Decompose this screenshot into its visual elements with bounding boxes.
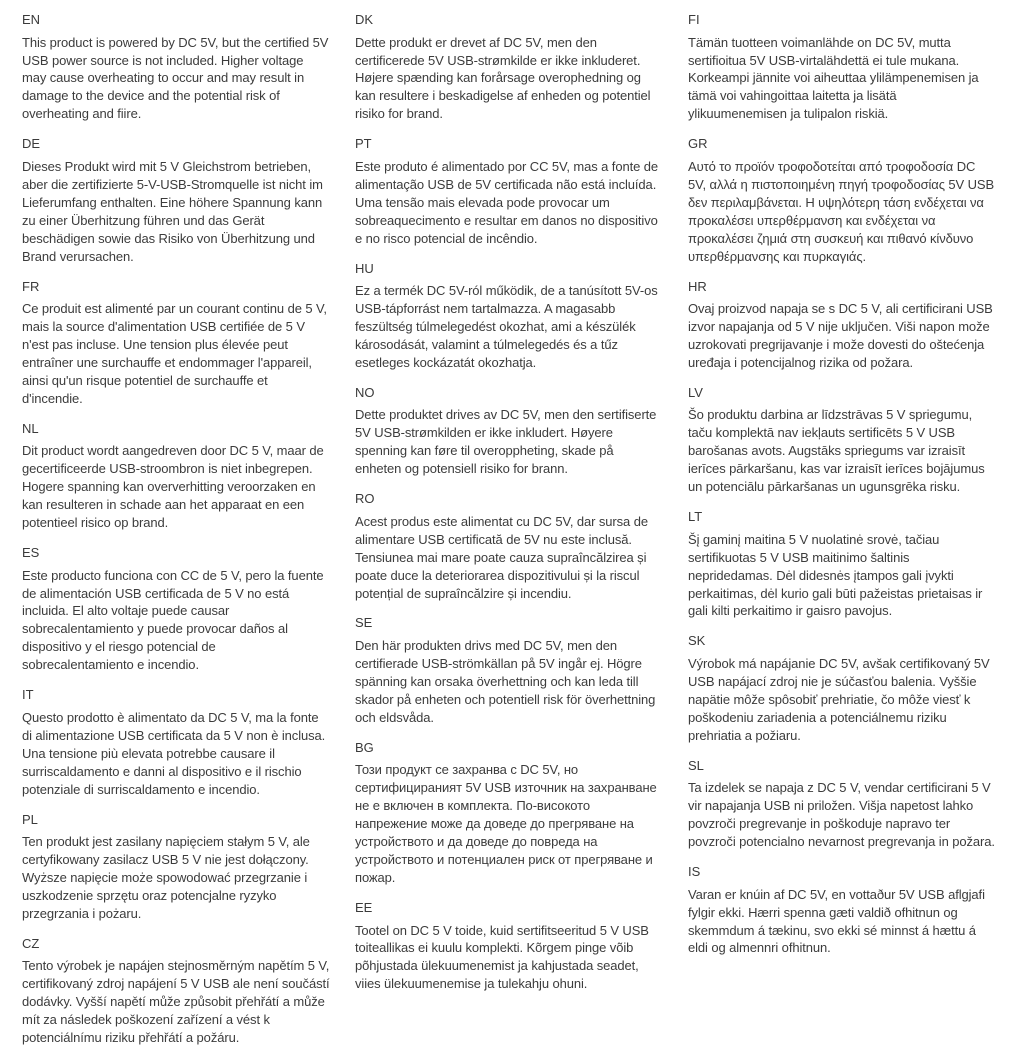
language-text-fr: Ce produit est alimenté par un courant continu de 5 V, mais la source d'alimentation USB certifiée de 5 V n'est pas incluse. Une tension plus élevée peut entraîner une surchauffe et endommager l'appareil, ainsi qu'un risque potentiel de surchauffe et d'incendie. xyxy=(22,301,327,406)
lang-section-gr xyxy=(688,136,996,265)
lang-section-fr xyxy=(22,279,330,408)
language-text-dk: Dette produkt er drevet af DC 5V, men den certificerede 5V USB-strømkilde er ikke inkluderet. Højere spænding kan forårsage overophedning og kan resultere i beskadigelse af enheden og potentiel risiko for brand. xyxy=(355,34,651,122)
language-code-pt: PT xyxy=(355,136,372,152)
language-text-bg: Този продукт се захранва с DC 5V, но сертифицираният 5V USB източник на захранване не е включен в комплекта. По-високото напрежение може да доведе до прегряване на устройството и да доведе до повреда на устройството и потенциален риск от прегряване и пожар. xyxy=(355,762,657,885)
language-text-se: Den här produkten drivs med DC 5V, men den certifierade USB-strömkällan på 5V ingår ej. Högre spänning kan orsaka överhettning och kan leda till skador på enheten och potentiell risk för överhettning och eldsvåda. xyxy=(355,638,656,725)
lang-section-sk xyxy=(688,633,996,744)
lang-section-nl xyxy=(22,421,330,532)
language-code-it: IT xyxy=(22,687,34,703)
column-1 xyxy=(22,12,330,1060)
language-code-ee: EE xyxy=(355,899,373,915)
language-text-gr: Αυτό το προϊόν τροφοδοτείται από τροφοδοσία DC 5V, αλλά η πιστοποιημένη πηγή τροφοδοσίας 5V USB δεν περιλαμβάνεται. Η υψηλότερη τάση ενδέχεται να προκαλέσει υπερθέρμανση και ενδέχεται να προκαλέσει ζημιά στη συσκευή και πιθανό κίνδυνο υπερθέρμανσης και πυρκαγιάς. xyxy=(688,158,995,264)
language-text-nl: Dit product wordt aangedreven door DC 5 V, maar de gecertificeerde USB-stroombron is niet inbegrepen. Hogere spanning kan oververhitting veroorzaken en kan resulteren in schade aan het apparaat en een potentieel risico op brand. xyxy=(22,443,324,531)
lang-section-cz xyxy=(22,936,330,1047)
language-code-is: IS xyxy=(688,864,701,880)
lang-section-en xyxy=(22,12,330,123)
language-text-pt: Este produto é alimentado por CC 5V, mas a fonte de alimentação USB de 5V certificada não está incluída. Uma tensão mais elevada pode provocar um sobreaquecimento e resultar em danos no dispositivo e no risco potencial de incêndio. xyxy=(355,158,658,246)
language-text-pl: Ten produkt jest zasilany napięciem stałym 5 V, ale certyfikowany zasilacz USB 5 V nie jest dołączony. Wyższe napięcie może spowodować przegrzanie i uszkodzenie sprzętu oraz potencjalne ryzyko przegrzania i pożaru. xyxy=(22,834,310,921)
language-code-en: EN xyxy=(22,12,41,27)
language-code-no: NO xyxy=(355,384,375,400)
language-text-lt: Šį gaminį maitina 5 V nuolatinė srovė, tačiau sertifikuotas 5 V USB maitinimo šaltinis nepridedamas. Dėl didesnės įtampos gali įvykti perkaitimas, dėl kurio gali būti pažeistas prietaisas ir gali kilti perkaitimo ir gaisro pavojus. xyxy=(688,531,983,619)
language-text-de: Dieses Produkt wird mit 5 V Gleichstrom betrieben, aber die zertifizierte 5-V-USB-Stromquelle ist nicht im Lieferumfang enthalten. Eine höhere Spannung kann zu einer Überhitzung führen und das Gerät beschädigen sowie das Risiko von Überhitzung und Brand verursachen. xyxy=(22,158,323,264)
lang-section-is xyxy=(688,864,996,957)
column-2 xyxy=(355,12,663,1006)
language-code-de: DE xyxy=(22,136,41,152)
language-text-lv: Šo produktu darbina ar līdzstrāvas 5 V spriegumu, taču komplektā nav iekļauts sertificēts 5 V USB barošanas avots. Augstāks spriegums var izraisīt ierīces pārkaršanu, kas var izraisīt ierīces bojājumus un potenciālu pārkaršanas un ugunsgrēka risku. xyxy=(688,407,985,495)
lang-section-pl xyxy=(22,812,330,923)
lang-section-se xyxy=(355,615,663,726)
language-text-fi: Tämän tuotteen voimanlähde on DC 5V, mutta sertifioitua 5V USB-virtalähdettä ei tule mukana. Korkeampi jännite voi aiheuttaa ylilämpenemisen ja tämä voi vahingoittaa laitetta ja lisätä ylikuumenemisen ja tulipalon riskiä. xyxy=(688,34,979,122)
language-code-lt: LT xyxy=(688,509,703,525)
language-code-es: ES xyxy=(22,545,40,560)
language-code-lv: LV xyxy=(688,384,703,400)
language-text-sk: Výrobok má napájanie DC 5V, avšak certifikovaný 5V USB napájací zdroj nie je súčasťou balenia. Vyššie napätie môže spôsobiť prehriatie, čo môže viesť k poškodeniu zariadenia a potenciálnemu riziku prehriatia a požiaru. xyxy=(688,656,990,743)
lang-section-ro xyxy=(355,491,663,602)
lang-section-no xyxy=(355,385,663,478)
language-text-cz: Tento výrobek je napájen stejnosměrným napětím 5 V, certifikovaný zdroj napájení 5 V USB ale není součástí dodávky. Vyšší napětí může způsobit přehřátí a může mít za následek poškození zařízení a vést k potenciálnímu riziku přehřátí a požáru. xyxy=(22,958,330,1046)
lang-section-bg xyxy=(355,740,663,887)
language-text-en: This product is powered by DC 5V, but the certified 5V USB power source is not included. Higher voltage may cause overheating to occur and may result in damage to the device and the potential risk of overheating and fiire. xyxy=(22,34,329,122)
lang-section-dk xyxy=(355,12,663,123)
column-3 xyxy=(688,12,996,970)
language-code-ro: RO xyxy=(355,491,375,507)
language-code-cz: CZ xyxy=(22,935,40,951)
language-text-es: Este producto funciona con CC de 5 V, pero la fuente de alimentación USB certificada de 5 V no está incluida. El alto voltaje puede causar sobrecalentamiento y puede provocar daños al dispositivo y el riesgo potencial de sobrecalentamiento e incendio. xyxy=(22,567,324,673)
language-code-fr: FR xyxy=(22,278,40,294)
lang-section-lt xyxy=(688,509,996,620)
language-text-hr: Ovaj proizvod napaja se s DC 5 V, ali certificirani USB izvor napajanja od 5 V nije uključen. Viši napon može uzrokovati pregrijavanje i može dovesti do oštećenja uređaja i potencijalnog rizika od požara. xyxy=(688,301,993,370)
language-code-sl: SL xyxy=(688,757,704,773)
language-code-se: SE xyxy=(355,615,373,631)
language-code-sk: SK xyxy=(688,633,706,649)
lang-section-fi xyxy=(688,12,996,123)
language-text-ro: Acest produs este alimentat cu DC 5V, dar sursa de alimentare USB certificată de 5V nu este inclusă. Tensiunea mai mare poate cauza supraîncălzirea și poate duce la deteriorarea dispozitivului și la riscul potențial de supraîncălzire și incendiu. xyxy=(355,513,648,601)
language-code-nl: NL xyxy=(22,420,39,436)
language-code-dk: DK xyxy=(355,12,374,27)
language-code-bg: BG xyxy=(355,739,374,755)
language-text-it: Questo prodotto è alimentato da DC 5 V, ma la fonte di alimentazione USB certificata da 5 V non è inclusa. Una tensione più elevata potrebbe causare il surriscaldamento e danni al dispositivo e il rischio potenziale di surriscaldamento e incendio. xyxy=(22,709,326,797)
lang-section-pt xyxy=(355,136,663,247)
lang-section-es xyxy=(22,545,330,674)
lang-section-lv xyxy=(688,385,996,496)
language-code-hr: HR xyxy=(688,278,707,294)
language-text-hu: Ez a termék DC 5V-ról működik, de a tanúsított 5V-os USB-tápforrást nem tartalmazza. A magasabb feszültség túlmelegedést okozhat, ami a készülék károsodását, valamint a túlmelegedés és a tűz esetleges kockázatát okozhatja. xyxy=(355,283,658,370)
language-code-gr: GR xyxy=(688,136,708,152)
lang-section-de xyxy=(22,136,330,265)
language-text-ee: Tootel on DC 5 V toide, kuid sertifitseeritud 5 V USB toiteallikas ei kuulu komplekti. Kõrgem pinge võib põhjustada ülekuumenemist ja kahjustada seadet, viies ülekuumenemise ja tulekahju ohuni. xyxy=(355,922,649,992)
language-text-no: Dette produktet drives av DC 5V, men den sertifiserte 5V USB-strømkilden er ikke inkludert. Høyere spenning kan føre til overoppheting, skade på enheten og potensiell risiko for brann. xyxy=(355,407,657,477)
lang-section-sl xyxy=(688,758,996,851)
language-code-hu: HU xyxy=(355,260,374,276)
language-text-is: Varan er knúin af DC 5V, en vottaður 5V USB aflgjafi fylgir ekki. Hærri spenna gæti valdið ofhitnun og skemmdum á tækinu, svo ekki sé minnst á hættu á eldi og almennri ofhitnun. xyxy=(688,886,985,956)
lang-section-ee xyxy=(355,900,663,993)
lang-section-hr xyxy=(688,279,996,372)
language-text-sl: Ta izdelek se napaja z DC 5 V, vendar certificirani 5 V vir napajanja USB ni priložen. Višja napetost lahko povzroči pregrevanje in poškoduje napravo ter povzroči potencialno nevarnost pregrevanja in požara. xyxy=(688,780,995,850)
language-code-pl: PL xyxy=(22,811,38,827)
language-code-fi: FI xyxy=(688,12,700,27)
lang-section-hu xyxy=(355,261,663,372)
lang-section-it xyxy=(22,687,330,798)
